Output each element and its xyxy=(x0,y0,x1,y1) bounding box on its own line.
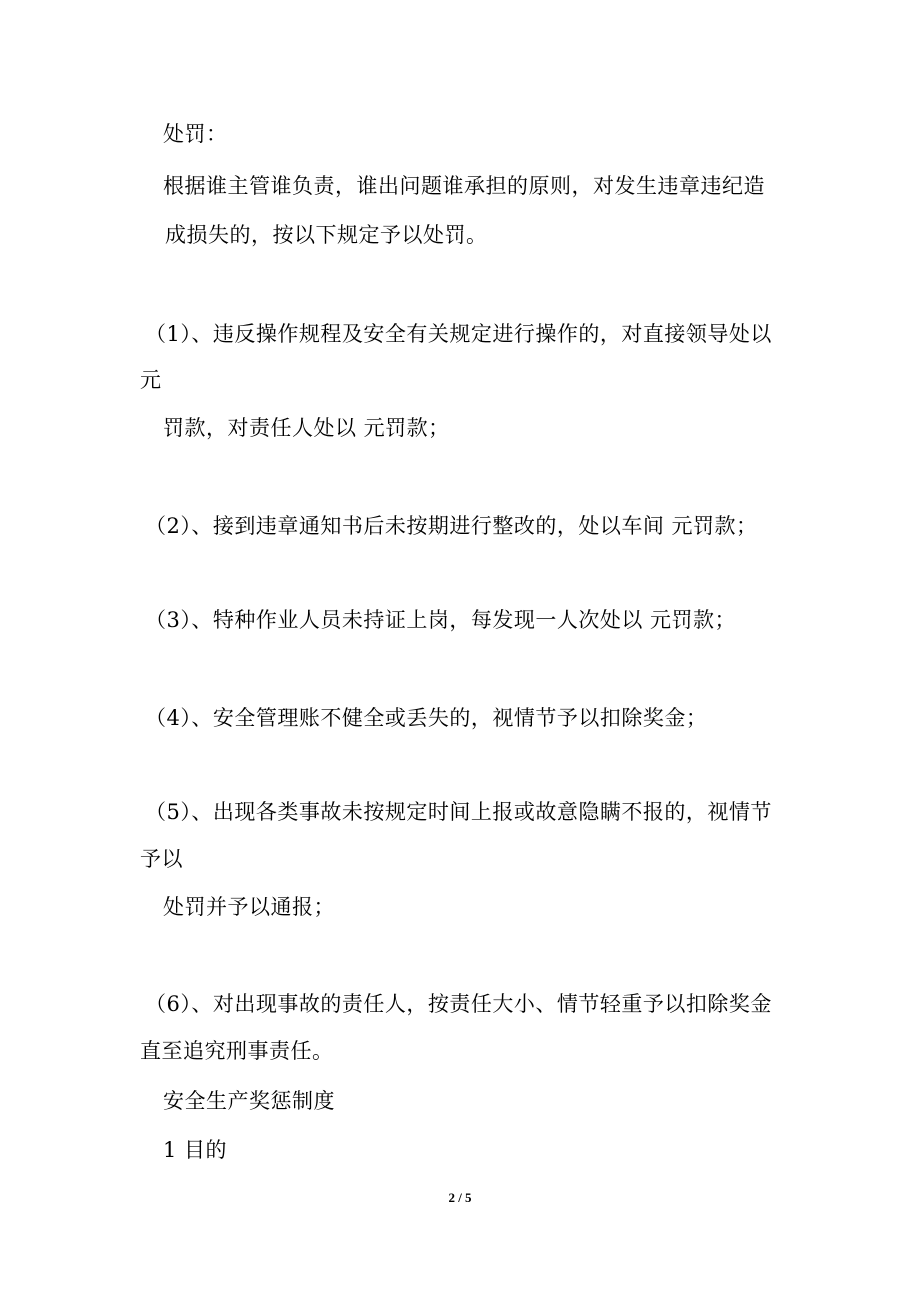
penalty-heading: 处罚： xyxy=(163,122,228,146)
item-6-line-2: 直至追究刑事责任。 xyxy=(140,1039,334,1063)
item-5-line-2: 予以 xyxy=(140,847,183,871)
item-3: （3）、特种作业人员未持证上岗，每发现一人次处以 元罚款； xyxy=(145,608,737,632)
item-1-line-2: 元 xyxy=(140,368,162,392)
subsection-heading: 1 目的 xyxy=(163,1138,228,1162)
item-6-line-1: （6）、对出现事故的责任人，按责任大小、情节轻重予以扣除奖金 xyxy=(145,992,772,1016)
intro-line-1: 根据谁主管谁负责，谁出问题谁承担的原则，对发生违章违纪造 xyxy=(163,174,765,198)
page-number: 2 / 5 xyxy=(448,1190,472,1205)
item-5-line-1: （5）、出现各类事故未按规定时间上报或故意隐瞒不报的，视情节 xyxy=(145,800,772,824)
item-1-line-1: （1）、违反操作规程及安全有关规定进行操作的，对直接领导处以 xyxy=(145,322,772,346)
item-2: （2）、接到违章通知书后未按期进行整改的，处以车间 元罚款； xyxy=(145,514,758,538)
item-4: （4）、安全管理账不健全或丢失的，视情节予以扣除奖金； xyxy=(145,706,708,730)
item-1-line-3: 罚款，对责任人处以 元罚款； xyxy=(163,416,450,440)
section-title: 安全生产奖惩制度 xyxy=(163,1089,335,1113)
intro-line-2: 成损失的，按以下规定予以处罚。 xyxy=(165,223,488,247)
item-5-line-3: 处罚并予以通报； xyxy=(163,895,335,919)
